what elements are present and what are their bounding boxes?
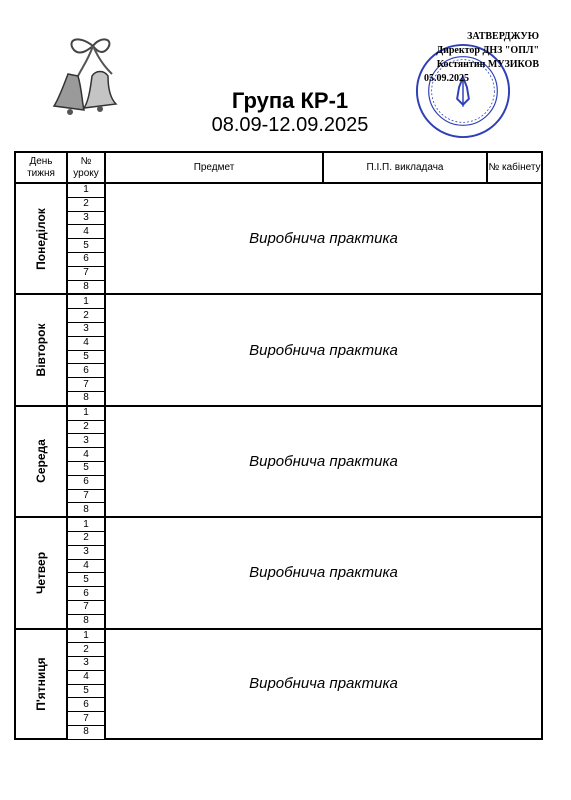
table-row	[15, 183, 542, 197]
table-row	[15, 517, 542, 531]
lesson-number: 5	[67, 573, 105, 587]
day-cell	[15, 517, 67, 628]
day-cell	[15, 629, 67, 740]
lesson-number: 6	[67, 587, 105, 601]
lesson-number: 4	[67, 225, 105, 239]
lesson-number: 8	[67, 614, 105, 628]
day-cell	[15, 406, 67, 517]
lesson-number: 7	[67, 489, 105, 503]
day-cell	[15, 183, 67, 294]
lesson-number: 8	[67, 726, 105, 740]
approval-date: 05.09.2025	[424, 73, 469, 84]
bells-logo	[48, 32, 138, 122]
director-name: Костянтин МУЗИКОВ	[436, 59, 539, 70]
col-teacher: П.І.П. викладача	[323, 152, 487, 183]
col-room: № кабінету	[487, 152, 542, 183]
lesson-number: 4	[67, 448, 105, 462]
col-lesson: № уроку	[67, 152, 105, 183]
lesson-number: 5	[67, 684, 105, 698]
lesson-number: 8	[67, 391, 105, 405]
col-day: День тижня	[15, 152, 67, 183]
lesson-number: 7	[67, 378, 105, 392]
lesson-number: 7	[67, 266, 105, 280]
lesson-number: 5	[67, 350, 105, 364]
lesson-number: 1	[67, 183, 105, 197]
week-dates: 08.09-12.09.2025	[211, 114, 369, 136]
lesson-number: 1	[67, 629, 105, 643]
lesson-number: 5	[67, 239, 105, 253]
day-name: Середа	[34, 439, 48, 484]
lesson-number: 6	[67, 252, 105, 266]
lesson-number: 4	[67, 559, 105, 573]
lesson-number: 7	[67, 712, 105, 726]
lesson-number: 3	[67, 545, 105, 559]
subject-cell: Виробнича практика	[105, 517, 542, 628]
lesson-number: 1	[67, 517, 105, 531]
lesson-number: 8	[67, 503, 105, 517]
schedule-body	[15, 183, 542, 739]
director-title: Директор ДНЗ "ОПЛ"	[436, 45, 539, 56]
subject-cell: Виробнича практика	[105, 294, 542, 405]
lesson-number: 8	[67, 280, 105, 294]
lesson-number: 6	[67, 698, 105, 712]
lesson-number: 2	[67, 531, 105, 545]
lesson-number: 4	[67, 670, 105, 684]
lesson-number: 1	[67, 294, 105, 308]
subject-cell: Виробнича практика	[105, 183, 542, 294]
lesson-number: 2	[67, 309, 105, 323]
schedule-table	[14, 151, 543, 740]
approval-block	[424, 30, 539, 86]
table-header-row	[15, 152, 542, 183]
day-cell	[15, 294, 67, 405]
lesson-number: 5	[67, 461, 105, 475]
lesson-number: 3	[67, 211, 105, 225]
day-name: Четвер	[34, 551, 48, 594]
lesson-number: 2	[67, 197, 105, 211]
day-name: Понеділок	[34, 207, 48, 270]
table-row	[15, 406, 542, 420]
lesson-number: 2	[67, 643, 105, 657]
table-row	[15, 629, 542, 643]
group-title: Група КР-1	[231, 88, 349, 113]
lesson-number: 7	[67, 600, 105, 614]
lesson-number: 3	[67, 657, 105, 671]
lesson-number: 3	[67, 322, 105, 336]
table-row	[15, 294, 542, 308]
col-subject: Предмет	[105, 152, 323, 183]
lesson-number: 6	[67, 364, 105, 378]
approve-label: ЗАТВЕРДЖУЮ	[467, 31, 539, 42]
lesson-number: 2	[67, 420, 105, 434]
lesson-number: 3	[67, 434, 105, 448]
lesson-number: 1	[67, 406, 105, 420]
day-name: Вівторок	[34, 323, 48, 377]
lesson-number: 4	[67, 336, 105, 350]
lesson-number: 6	[67, 475, 105, 489]
subject-cell: Виробнича практика	[105, 406, 542, 517]
subject-cell: Виробнича практика	[105, 629, 542, 740]
day-name: П'ятниця	[34, 657, 48, 711]
